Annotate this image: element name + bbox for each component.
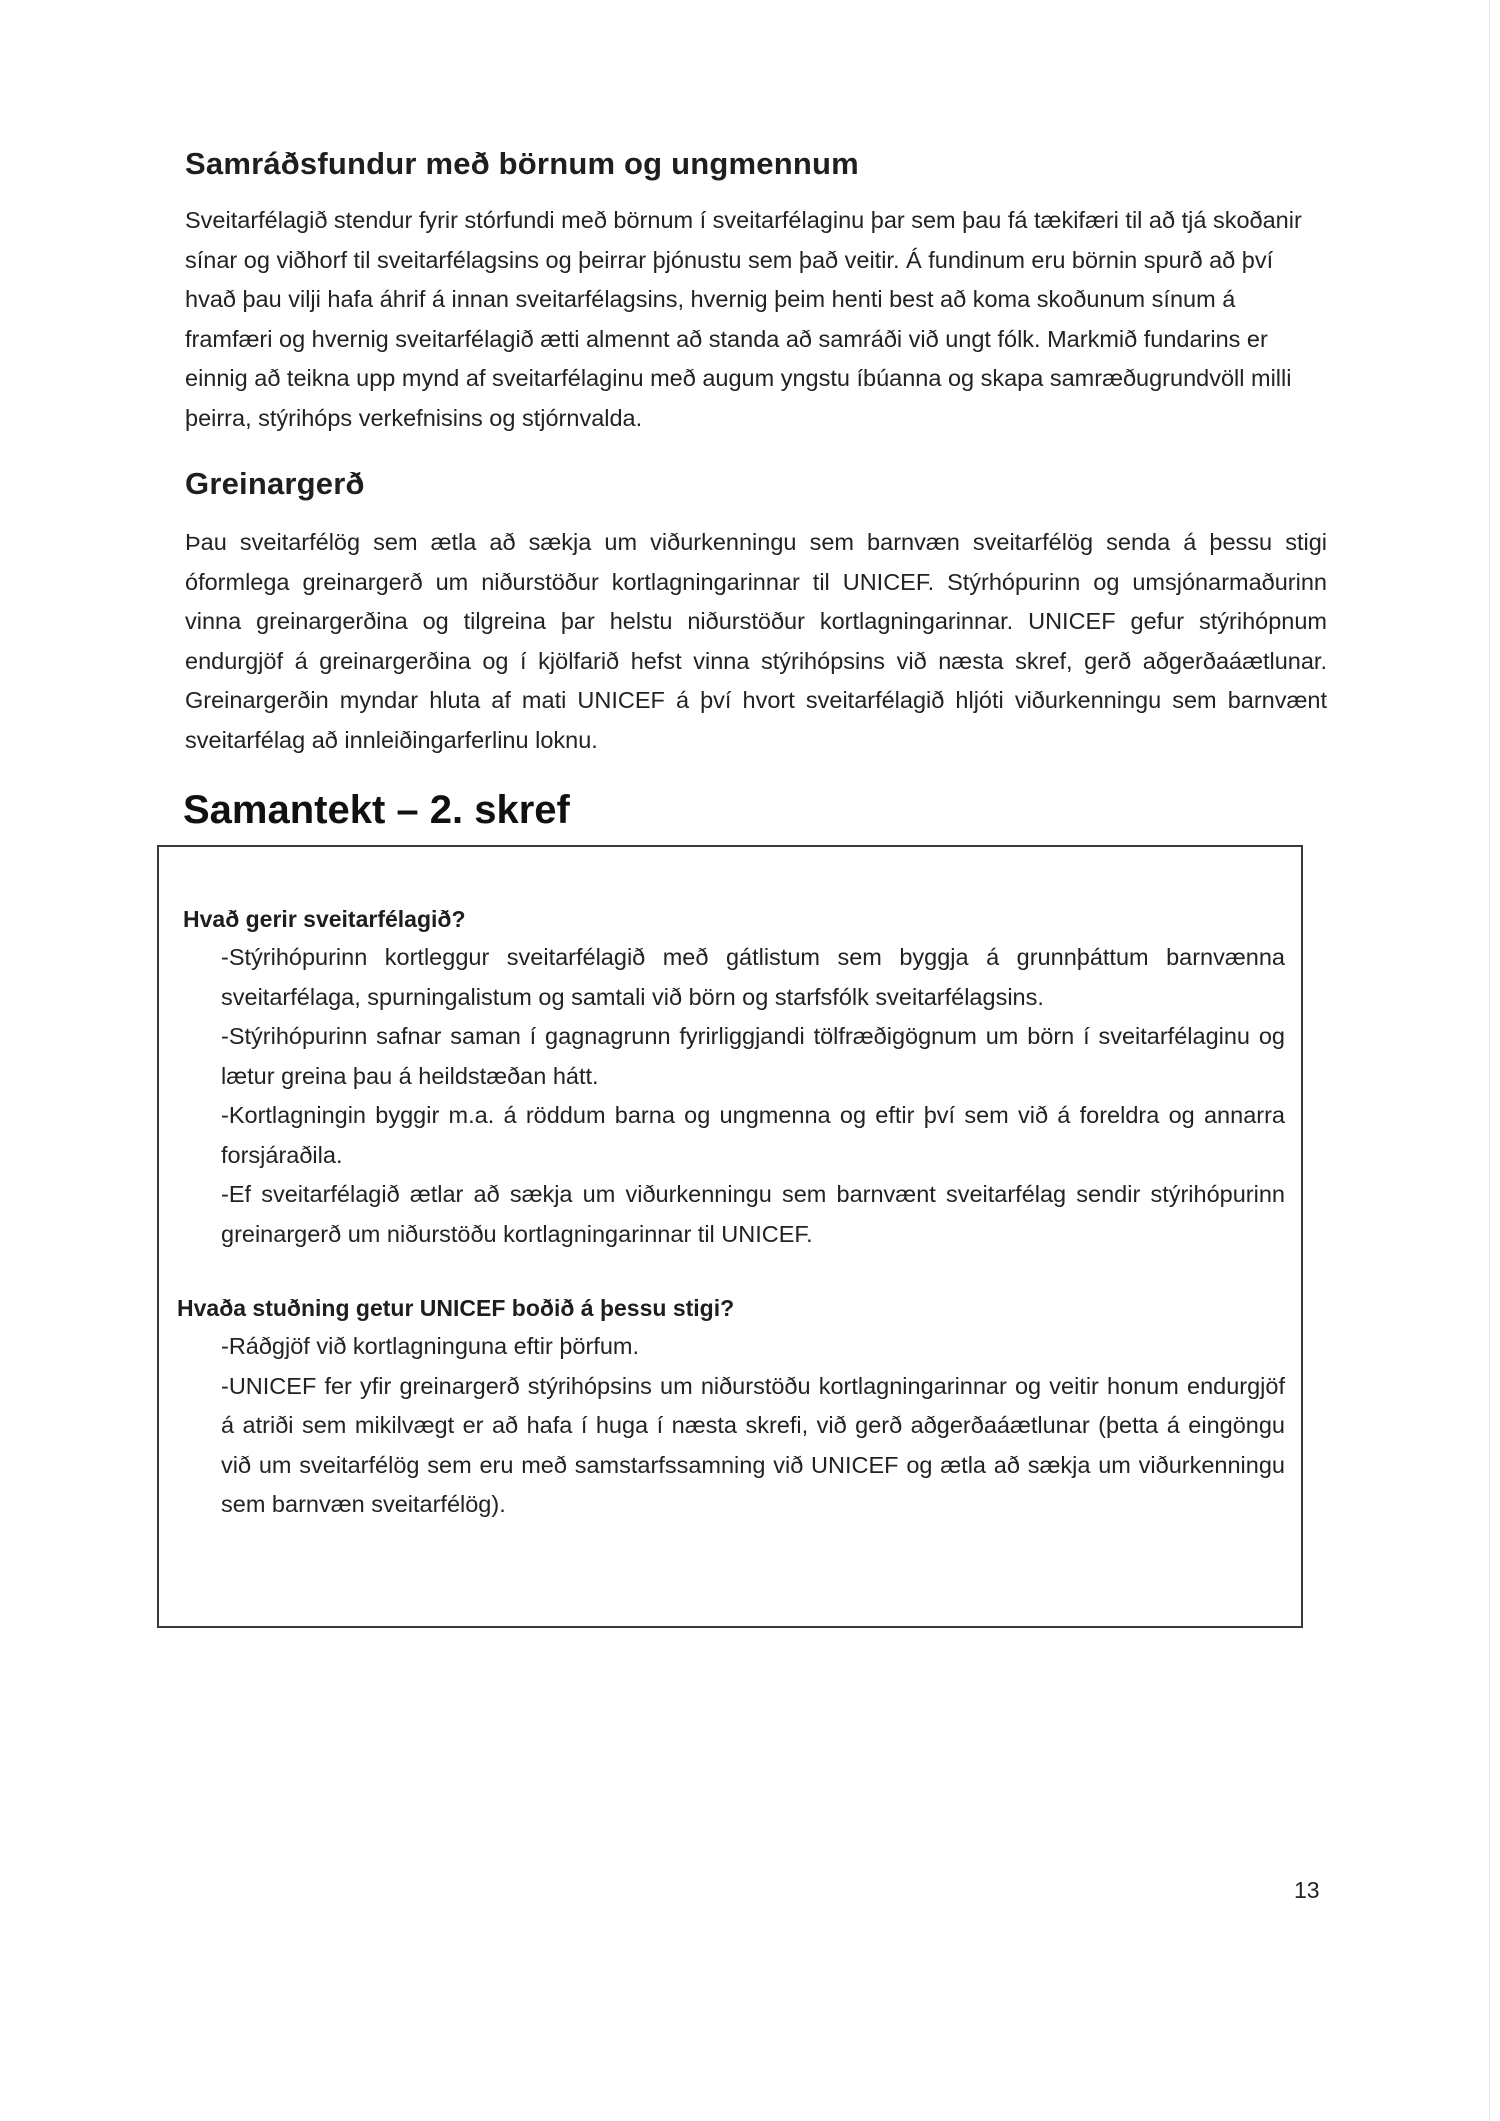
summary-group-heading-support: Hvaða stuðning getur UNICEF boðið á þessu stigi? bbox=[177, 1295, 735, 1321]
summary-group-heading-what: Hvað gerir sveitarfélagið? bbox=[183, 906, 466, 932]
list-item: -Stýrihópurinn kortleggur sveitarfélagið með gátlistum sem byggja á grunnþáttum barnvænna sveitarfélaga, spurningalistum og samtali við börn og starfsfólk sveitarfélagsins. bbox=[221, 944, 1285, 1010]
list-item: -UNICEF fer yfir greinargerð stýrihópsins um niðurstöðu kortlagningarinnar og veitir honum endurgjöf á atriði sem mikilvægt er að hafa í huga í næsta skrefi, við gerð aðgerðaáætlunar (þetta á eingöngu við um sveitarfélög sem eru með samstarfssamning við UNICEF og ætla að sækja um viðurkenningu sem barnvæn sveitarfélög). bbox=[221, 1372, 1285, 1517]
summary-list-what bbox=[221, 938, 1285, 1254]
section-heading-samradsfundur: Samráðsfundur með börnum og ungmennum bbox=[185, 146, 859, 181]
page-number: 13 bbox=[1294, 1877, 1320, 1903]
summary-title: Samantekt – 2. skref bbox=[183, 788, 570, 832]
list-item: -Ef sveitarfélagið ætlar að sækja um viðurkenningu sem barnvænt sveitarfélag sendir stýrihópurinn greinargerð um niðurstöðu kortlagningarinnar til UNICEF. bbox=[221, 1181, 1285, 1247]
summary-list-support bbox=[221, 1327, 1285, 1525]
page-edge bbox=[1489, 0, 1490, 2121]
list-item: -Ráðgjöf við kortlagninguna eftir þörfum. bbox=[221, 1333, 639, 1359]
list-item: -Kortlagningin byggir m.a. á röddum barna og ungmenna og eftir því sem við á foreldra og annarra forsjáraðila. bbox=[221, 1102, 1285, 1168]
section-body-greinargerd: Þau sveitarfélög sem ætla að sækja um viðurkenningu sem barnvæn sveitarfélög senda á þessu stigi óformlega greinargerð um niðurstöður kortlagningarinnar til UNICEF. Stýrhópurinn og umsjónarmaðurinn vinna greinargerðina og tilgreina þar helstu niðurstöður kortlagningarinnar. UNICEF gefur stýrihópnum endurgjöf á greinargerðina og í kjölfarið hefst vinna stýrihópsins við næsta skref, gerð aðgerðaáætlunar. Greinargerðin myndar hluta af mati UNICEF á því hvort sveitarfélagið hljóti viðurkenningu sem barnvænt sveitarfélag að innleiðingarferlinu loknu. bbox=[185, 529, 1327, 753]
list-item: -Stýrihópurinn safnar saman í gagnagrunn fyrirliggjandi tölfræðigögnum um börn í sveitarfélaginu og lætur greina þau á heildstæðan hátt. bbox=[221, 1023, 1285, 1089]
section-body-samradsfundur: Sveitarfélagið stendur fyrir stórfundi með börnum í sveitarfélaginu þar sem þau fá tækifæri til að tjá skoðanir sínar og viðhorf til sveitarfélagsins og þeirrar þjónustu sem það veitir. Á fundinum eru börnin spurð að því hvað þau vilji hafa áhrif á innan sveitarfélagsins, hvernig þeim henti best að koma skoðunum sínum á framfæri og hvernig sveitarfélagið ætti almennt að standa að samráði við ungt fólk. Markmið fundarins er einnig að teikna upp mynd af sveitarfélaginu með augum yngstu íbúanna og skapa samræðugrundvöll milli þeirra, stýrihóps verkefnisins og stjórnvalda. bbox=[185, 207, 1302, 431]
section-heading-greinargerd: Greinargerð bbox=[185, 466, 365, 501]
summary-box bbox=[157, 845, 1303, 1628]
